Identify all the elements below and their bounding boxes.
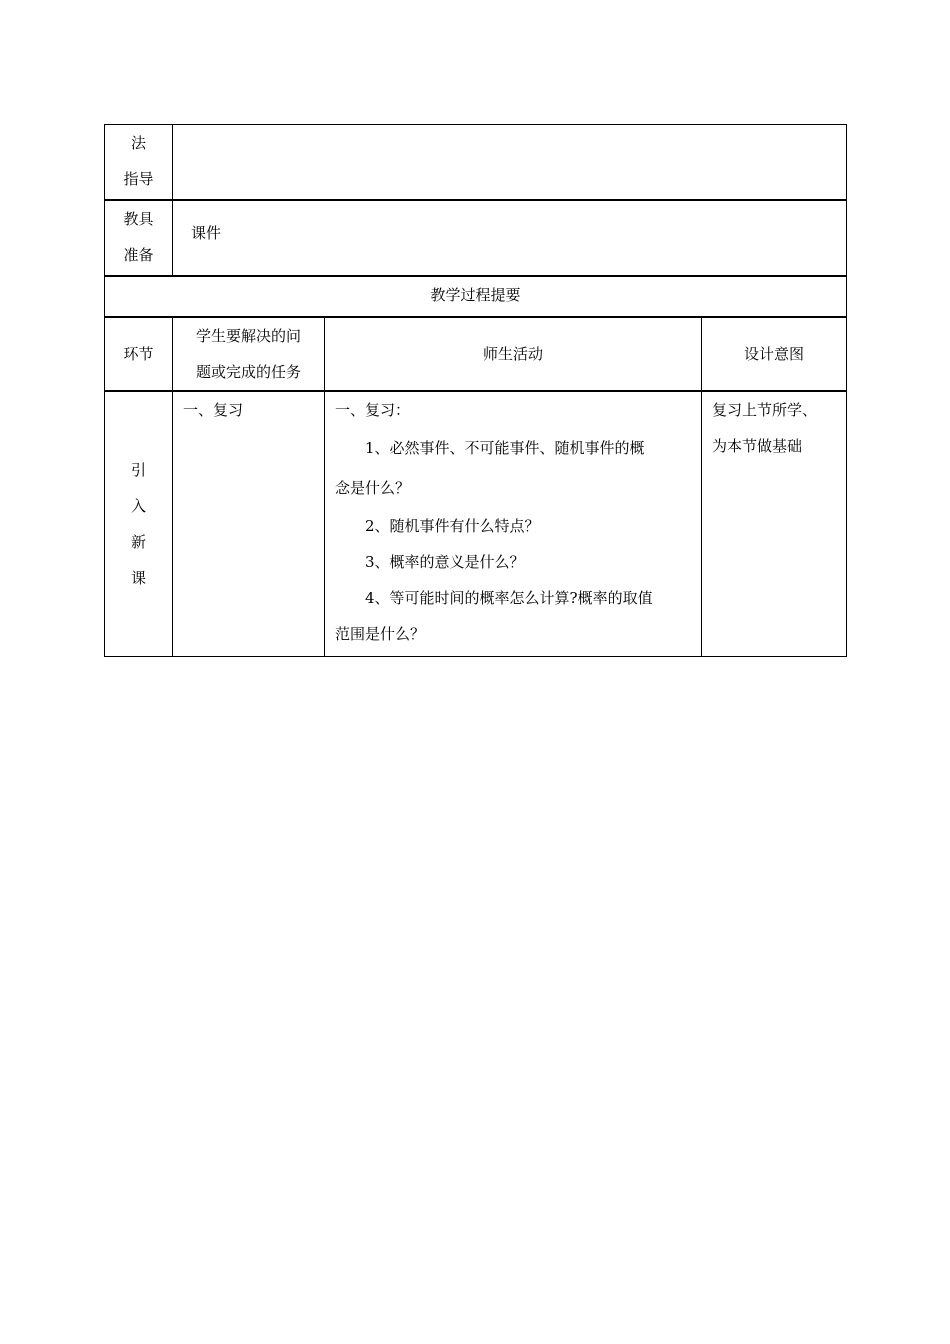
activity-q1-line-1: 1、必然事件、不可能事件、随机事件的概 bbox=[365, 439, 645, 457]
method-label-cell bbox=[105, 125, 173, 199]
intro-intent-cell bbox=[702, 392, 846, 656]
header-task-line-2: 题或完成的任务 bbox=[195, 363, 301, 381]
header-activity-cell bbox=[325, 318, 702, 390]
tools-label-line-2: 准备 bbox=[123, 246, 154, 264]
tools-content: 课件 bbox=[191, 224, 222, 242]
header-activity: 师生活动 bbox=[482, 345, 543, 363]
intro-intent-line-1: 复习上节所学、 bbox=[712, 401, 818, 419]
activity-heading: 一、复习： bbox=[335, 401, 411, 419]
activity-q2: 2、随机事件有什么特点？ bbox=[365, 517, 540, 535]
method-label-line-1: 法 bbox=[130, 134, 146, 152]
intro-stage-char-3: 新 bbox=[130, 533, 146, 551]
header-stage: 环节 bbox=[123, 345, 154, 363]
process-header: 教学过程提要 bbox=[430, 286, 521, 304]
tools-label-line-1: 教具 bbox=[123, 210, 154, 228]
activity-q4-line-2: 范围是什么？ bbox=[335, 625, 426, 643]
intro-intent-line-2: 为本节做基础 bbox=[712, 437, 803, 455]
activity-q1-line-2: 念是什么？ bbox=[335, 479, 411, 497]
table-frame bbox=[104, 124, 847, 657]
header-stage-cell bbox=[105, 318, 173, 390]
intro-stage-cell bbox=[105, 392, 173, 656]
intro-stage-vertical bbox=[105, 392, 172, 656]
intro-task: 一、复习 bbox=[183, 401, 244, 419]
tools-label-cell bbox=[105, 201, 173, 275]
header-intent: 设计意图 bbox=[743, 345, 804, 363]
table-row-intro bbox=[105, 392, 846, 656]
table-row-process-header bbox=[105, 277, 846, 318]
lesson-plan-table bbox=[104, 124, 847, 657]
intro-stage-char-2: 入 bbox=[130, 497, 146, 515]
intro-task-cell bbox=[173, 392, 325, 656]
tools-content-cell bbox=[173, 201, 846, 275]
activity-q3: 3、概率的意义是什么？ bbox=[365, 553, 525, 571]
intro-activity-cell bbox=[325, 392, 702, 656]
intro-stage-char-4: 课 bbox=[130, 569, 146, 587]
method-content-cell bbox=[173, 125, 846, 199]
intro-stage-char-1: 引 bbox=[130, 461, 146, 479]
process-header-cell bbox=[105, 277, 846, 316]
table-row-tools bbox=[105, 201, 846, 277]
header-task-line-1: 学生要解决的问 bbox=[195, 327, 301, 345]
activity-q4-line-1: 4、等可能时间的概率怎么计算?概率的取值 bbox=[365, 589, 653, 607]
table-row-column-headers bbox=[105, 318, 846, 392]
method-label-line-2: 指导 bbox=[123, 170, 154, 188]
header-task-cell bbox=[173, 318, 325, 390]
table-row-method bbox=[105, 125, 846, 201]
header-intent-cell bbox=[702, 318, 846, 390]
